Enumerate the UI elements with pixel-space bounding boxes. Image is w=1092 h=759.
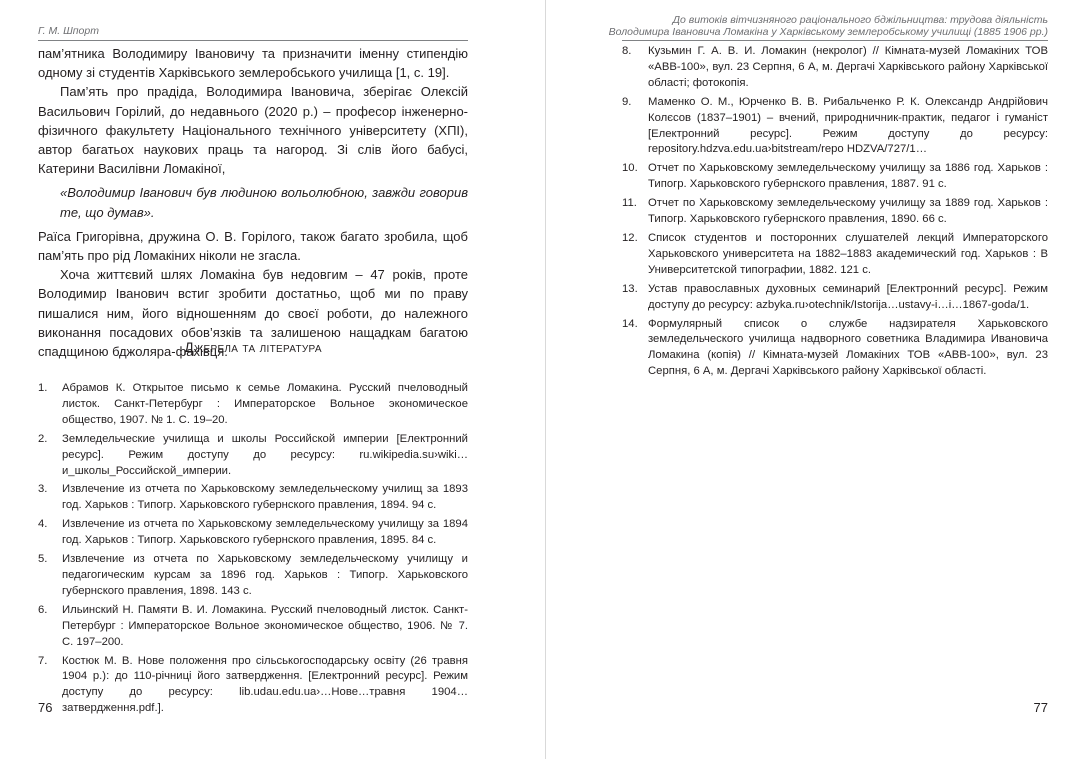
reference-item [622,44,1048,92]
left-reference-list [38,381,468,720]
reference-number: 6. [38,603,48,616]
reference-number: 8. [622,45,632,57]
reference-item [622,231,1048,279]
right-page-number: 77 [1033,700,1048,715]
reference-item [38,654,468,718]
reference-text: Земледельческие училища и школы Российской империи [Електронний ресурс]. Режим доступу до ресурсу: ru.wikipedia.su›wiki…и_школы_Российской_империи. [62,432,468,477]
running-head-line: До витоків вітчизняного раціонального бджільництва: трудова діяльність [672,14,1048,26]
left-running-head: Г. М. Шпорт [38,25,99,37]
reference-number: 3. [38,483,48,496]
reference-item [622,95,1048,159]
reference-number: 2. [38,432,48,445]
reference-text: Кузьмин Г. А. В. И. Ломакин (некролог) // Кімната-музей Ломакіних ТОВ «АВВ-100», вул. 23 Серпня, 6 А, м. Дергачі Харківського району Харківської області; фотокопія. [648,45,1048,89]
reference-item [38,552,468,600]
reference-text: Абрамов К. Открытое письмо к семье Ломакина. Русский пчеловодный листок. Санкт-Петербург : Императорское Вольное экономическое общество, 1907. № 1. С. 19–20. [62,382,468,426]
reference-number: 1. [38,382,48,394]
reference-number: 11. [622,197,637,210]
reference-item [622,161,1048,193]
reference-text: Устав православных духовных семинарий [Електронний ресурс]. Режим доступу до ресурсу: azbyka.ru›otechnik/Istorija…ustavy-i…i…1867-goda/1. [648,282,1048,311]
reference-item [622,282,1048,314]
quote-paragraph: «Володимир Іванович був людиною вольолюбною, завжди говорив те, що думав». [60,185,468,220]
paragraph: Хоча життєвий шлях Ломакіна був недовгим – 47 років, проте Володимир Іванович встиг зробити достатньо, щоб ми по праву пишалися ним, його відношенням до своєї роботи, до належного виконання посадових обов’язків та залишеною нащадкам багатою спадщиною бджоляра-фахівця. [38,267,468,360]
reference-item [38,517,468,549]
reference-number: 5. [38,553,48,566]
reference-text: Ильинский Н. Памяти В. И. Ломакина. Русский пчеловодный листок. Санкт-Петербург : Императорское Вольное экономическое общество, 1906. № 7. С. 197–200. [62,603,468,648]
paragraph: Раїса Григорівна, дружина О. В. Горілого, також багато зробила, щоб пам’ять про рід Ломакіних ніколи не згасла. [38,228,468,264]
reference-text: Извлечение из отчета по Харьковскому земледельческому училищу и педагогическим курсам за 1896 год. Харьков : Типогр. Харьковского губернского правления, 1898. 143 с. [62,553,468,597]
reference-number: 7. [38,654,48,667]
section-title: Джерела та література [184,339,322,355]
reference-text: Извлечение из отчета по Харьковскому земледельческому училищу за 1894 год. Харьков : Типогр. Харьковского губернского правления, 1895. 84 с. [62,518,468,547]
paragraph: Пам’ять про прадіда, Володимира Івановича, зберігає Олексій Васильович Горілий, до недавнього (2020 р.) – професор інженерно-фізичного факультету Національного технічного університету (ХПІ), автор багатьох наукових праць та нагород. Зі слів його бабусі, Катерини Василівни Ломакіної, [38,84,468,177]
reference-number: 12. [622,231,638,244]
reference-number: 13. [622,282,638,295]
reference-item [622,196,1048,228]
reference-item [38,432,468,480]
left-page-number: 76 [38,700,53,715]
reference-item [38,482,468,514]
reference-number: 10. [622,162,638,175]
reference-number: 4. [38,518,48,531]
left-body-text [38,44,468,361]
reference-item [38,603,468,651]
right-running-head [608,14,1048,38]
reference-item [622,317,1048,381]
reference-number: 9. [622,95,632,108]
reference-text: Отчет по Харьковскому земледельческому училищу за 1886 год. Харьков : Типогр. Харьковского губернского правления, 1887. 91 с. [648,162,1048,191]
paragraph: пам’ятника Володимиру Івановичу та призначити іменну стипендію одному зі студентів Харківського землеробського училища [1, с. 19]. [38,46,468,81]
right-page [546,0,1092,759]
reference-number: 14. [622,317,638,330]
reference-text: Маменко О. М., Юрченко В. В. Рибальченко Р. К. Олександр Андрійович Колєсов (1837–1901) – вчений, природничник-практик, педагог і гуманіст [Електронний ресурс]. Режим доступу до ресурсу: repository.hdzva.edu.ua›bitstream/repo HDZVA/727/1… [648,95,1048,156]
right-header-rule [622,40,1048,41]
left-header-rule [38,40,468,41]
running-head-line: Володимира Івановича Ломакіна у Харківському землеробському училищі (1885 1906 рр.) [608,26,1048,38]
reference-text: Извлечение из отчета по Харьковскому земледельческому училищ за 1893 год. Харьков : Типогр. Харьковского губернского правления, 1894. 94 с. [62,483,468,512]
reference-text: Список студентов и посторонних слушателей лекций Императорского Харьковского университета на 1882–1883 академический год. Харьков : В Университетской типографии, 1882. 121 с. [648,231,1048,276]
reference-text: Формулярный список о службе надзирателя Харьковского земледельческого училища надворного советника Владимира Ивановича Ломакина (копія) // Кімната-музей Ломакіних ТОВ «АВВ-100», вул. 23 Серпня, 6 А, м. Дергачі Харківського району Харківської області. [648,317,1048,378]
reference-text: Костюк М. В. Нове положення про сільськогосподарську освіту (26 травня 1904 р.): до 110-річниці його затвердження. [Електронний ресурс]. Режим доступу до ресурсу: lib.udau.edu.ua›…Нове…травня 1904…затвердження.pdf.]. [62,654,468,715]
right-reference-list [622,44,1048,383]
reference-text: Отчет по Харьковскому земледельческому училищу за 1889 год. Харьков : Типогр. Харьковского губернского правления, 1890. 66 с. [648,197,1048,226]
reference-item [38,381,468,429]
